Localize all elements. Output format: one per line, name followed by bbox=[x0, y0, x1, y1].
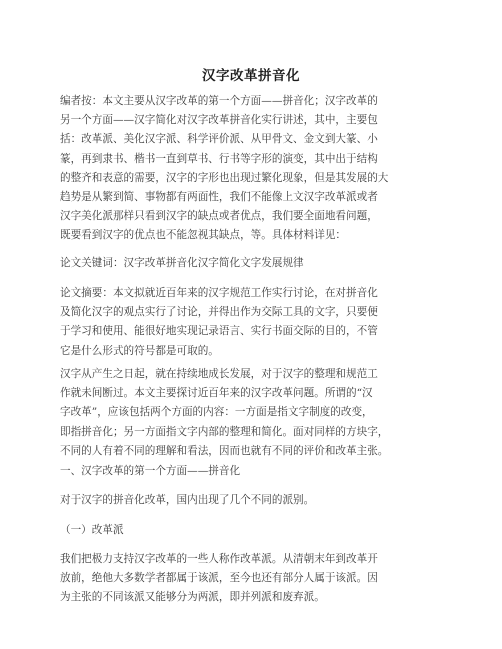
text-line: 编者按：本文主要从汉字改革的第一个方面——拼音化；汉字改革的 bbox=[60, 95, 378, 107]
text-line: 字改革”，应该包括两个方面的内容：一方面是指文字制度的改变， bbox=[60, 406, 373, 419]
text-line: 它是什么形式的符号都是可取的。 bbox=[60, 344, 219, 357]
text-line: 我们把极力支持汉字改革的一些人称作改革派。从清朝末年到改革开 bbox=[60, 553, 378, 565]
text-line: 即指拼音化；另一方面指文字内部的整理和简化。面对同样的方块字， bbox=[60, 425, 389, 438]
document-title: 汉字改革拼音化 bbox=[202, 68, 300, 84]
reform-school-paragraph bbox=[60, 550, 460, 608]
text-line: 不同的人有着不同的理解和看法，因而也就有不同的评价和改革主张。 bbox=[60, 444, 389, 457]
section-heading bbox=[60, 462, 460, 481]
text-line: 的整齐和表意的需要，汉字的字形也出现过繁化现象，但是其发展的大 bbox=[60, 171, 389, 184]
text-line: 放前，绝他大多数学者都属于该派，至今也还有部分人属于该派。因 bbox=[60, 572, 378, 585]
keywords-paragraph bbox=[60, 254, 460, 273]
text-line: 论文摘要：本文拟就近百年来的汉字规范工作实行讨论，在对拼音化 bbox=[60, 287, 378, 299]
section-intro-paragraph bbox=[60, 491, 460, 510]
text-line: 及简化汉字的观点实行了讨论，并得出作为交际工具的文字，只要便 bbox=[60, 306, 378, 319]
text-line: 汉字从产生之日起，就在持续地成长发展，对于汉字的整理和规范工 bbox=[60, 368, 378, 380]
text-line: 趋势是从繁到简、事物都有两面性，我们不能像上文汉字改革派或者 bbox=[60, 191, 378, 204]
text-line: 一、汉字改革的第一个方面——拼音化 bbox=[60, 465, 241, 477]
text-line: 汉字美化派那样只看到汉字的缺点或者优点，我们要全面地看问题， bbox=[60, 210, 378, 223]
text-line: 既要看到汉字的优点也不能忽视其缺点，等。具体材料详见： bbox=[60, 229, 347, 242]
abstract-paragraph bbox=[60, 284, 460, 361]
text-line: 于学习和使用、能很好地实现记录语言、实行书面交际的目的，不管 bbox=[60, 325, 378, 338]
text-line: 另一个方面——汉字简化对汉字改革拼音化实行讲述，其中，主要包 bbox=[60, 114, 378, 127]
text-line: （一）改革派 bbox=[60, 524, 124, 536]
text-line: 对于汉字的拼音化改革，国内出现了几个不同的派别。 bbox=[60, 494, 315, 506]
text-line: 篆，再到隶书、楷书一直到草书、行书等字形的演变，其中出于结构 bbox=[60, 152, 378, 165]
text-line: 括：改革派、美化汉字派、科学评价派、从甲骨文、金文到大篆、小 bbox=[60, 133, 378, 146]
text-line: 作就未间断过。本文主要探讨近百年来的汉字改革问题。所谓的“汉 bbox=[60, 387, 373, 400]
text-line: 为主张的不同该派又能够分为两派，即并列派和废弃派。 bbox=[60, 591, 325, 604]
subsection-heading bbox=[60, 521, 460, 540]
text-line: 论文关键词：汉字改革拼音化汉字简化文字发展规律 bbox=[60, 257, 304, 269]
intro-paragraph bbox=[60, 365, 460, 461]
editor-note-paragraph bbox=[60, 92, 460, 246]
